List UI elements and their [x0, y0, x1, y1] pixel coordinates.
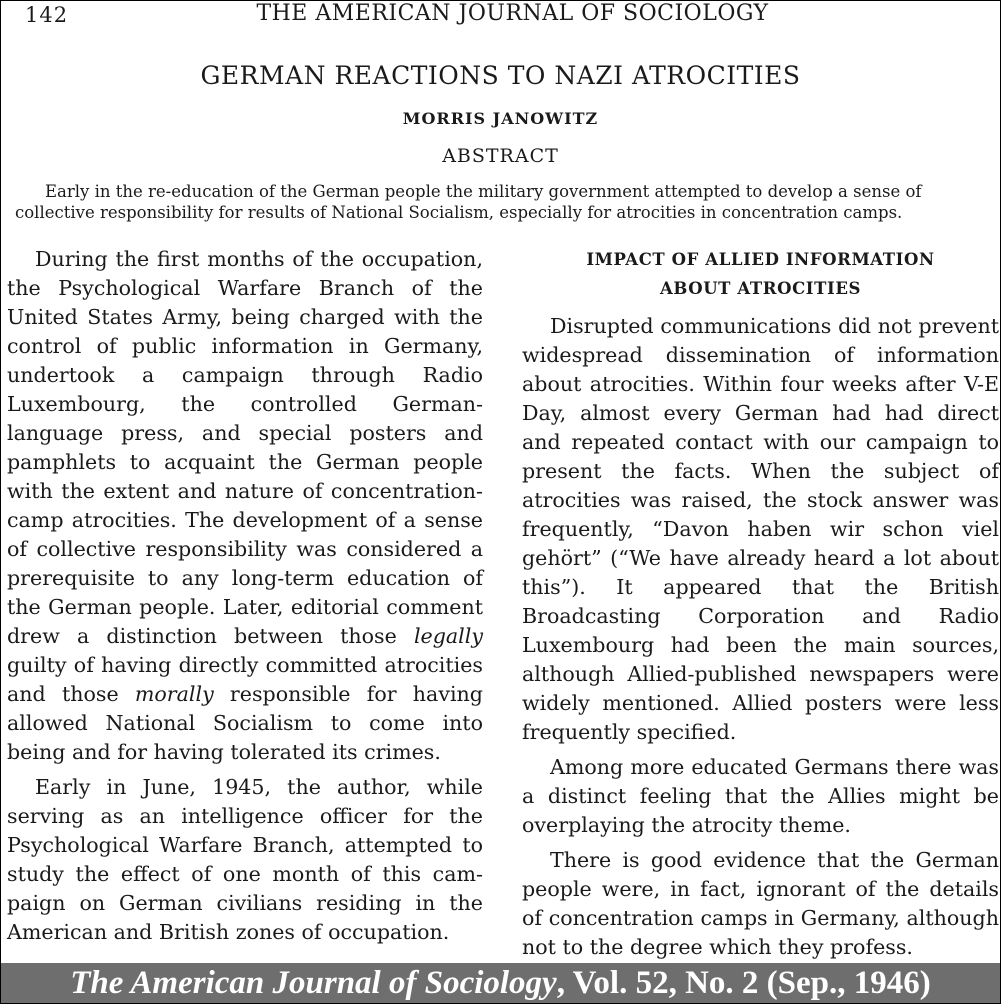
section-heading — [522, 245, 999, 303]
paragraph-text: guilty of having directly committed atrocities and those — [7, 653, 483, 706]
running-head — [1, 1, 1000, 29]
page-number: 142 — [25, 3, 69, 27]
abstract-heading: ABSTRACT — [442, 145, 559, 167]
paragraph-text: responsible for having allowed National Socialism to come into being and for having tolerated its crimes. — [7, 682, 483, 764]
left-column — [7, 245, 483, 953]
body-paragraph: There is good evidence that the German people were, in fact, ignorant of the details of concentration camps in Germany, although not to the degree which they profess. — [522, 848, 999, 959]
caption-journal-name: The American Journal of Sociology — [70, 965, 557, 1001]
caption-citation: , Vol. 52, No. 2 (Sep., 1946) — [556, 965, 931, 1001]
article-author: MORRIS JANOWITZ — [402, 109, 599, 128]
body-paragraph: Disrupted communications did not prevent widespread dissemination of information about atrocities. Within four weeks after V-E Day, almost every German had had direct and repeated contact with our campaign to present the facts. When the subject of atrocities was raised, the stock answer was frequently, “Davon haben wir schon viel gehört” (“We have already heard a lot about this”). It appeared that the British Broadcasting Corporation and Radio Luxembourg had been the main sources, although Allied-published newspapers were widely mentioned. Allied posters were less frequently specified. — [522, 314, 999, 744]
right-column — [522, 245, 999, 968]
section-heading-line: IMPACT OF ALLIED INFORMATION — [586, 250, 935, 269]
abstract-text: Early in the re-education of the German people the military government attempted to develop a sense of collective responsibility for results of National Socialism, especially for atrocities in concentration camps. — [15, 182, 922, 222]
paragraph-text: During the first months of the occupation, the Psychological Warfare Branch of the United States Army, being charged with the control of public information in Germany, undertook a campaign through Radio Luxembourg, the controlled German-language press, and special posters and pamphlets to acquaint the German people with the extent and nature of concentration-camp atrocities. The development of a sense of collective responsibility was considered a prerequisite to any long-term education of the German people. Later, editorial comment drew a distinction between those — [7, 247, 483, 648]
body-paragraph — [7, 245, 483, 767]
article-title: GERMAN REACTIONS TO NAZI ATROCITIES — [200, 61, 801, 90]
journal-running-title: THE AMERICAN JOURNAL OF SOCIOLOGY — [256, 1, 769, 26]
body-paragraph: Among more educated Germans there was a distinct feeling that the Allies might be overplaying the atrocity theme. — [522, 755, 999, 837]
emphasis-legally: legally — [413, 624, 483, 648]
emphasis-morally: morally — [134, 682, 214, 706]
body-paragraph: Early in June, 1945, the author, while serving as an intelligence officer for the Psychological Warfare Branch, attempted to study the effect of one month of this campaign on German civilians residing in the American and British zones of occupation. — [7, 775, 483, 944]
citation-caption — [1, 963, 1000, 1003]
section-heading-line: ABOUT ATROCITIES — [659, 279, 862, 298]
